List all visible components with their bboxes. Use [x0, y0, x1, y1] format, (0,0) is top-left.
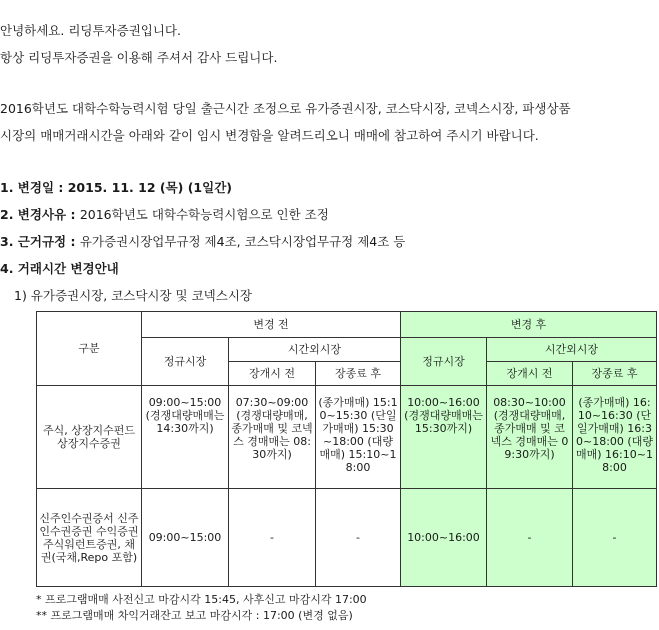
item-value: 2015. 11. 12 (목) (1일간) — [67, 180, 232, 195]
header-after-postclose: 장종료 후 — [573, 362, 657, 386]
item-value: 유가증권시장업무규정 제4조, 코스닥시장업무규정 제4조 등 — [79, 234, 406, 249]
item-label: 3. 근거규정 : — [0, 234, 80, 249]
header-before-change: 변경 전 — [142, 312, 401, 338]
item-label: 2. 변경사유 : — [0, 207, 80, 222]
intro-line-2: 시장의 매매거래시간을 아래와 같이 임시 변경함을 알려드리오니 매매에 참고하여 주시기 바랍니다. — [0, 128, 539, 143]
header-division: 구분 — [37, 312, 142, 386]
header-after-offhours: 시간외시장 — [487, 338, 657, 362]
item-regulation — [0, 232, 405, 250]
row-stocks-after-preopen: 08:30~10:00 (경쟁대량매매,종가매매 및 코넥스 경매매는 09:30까지) — [487, 386, 573, 489]
row-stocks-label: 주식, 상장지수펀드 상장지수증권 — [37, 386, 142, 489]
row-securities-before-regular: 09:00~15:00 — [142, 489, 229, 587]
header-after-preopen: 장개시 전 — [487, 362, 573, 386]
footnote-program-trading: * 프로그램매매 사전신고 마감시각 15:45, 사후신고 마감시각 17:00 — [36, 593, 367, 606]
row-securities-before-preopen: - — [229, 489, 316, 587]
header-before-offhours: 시간외시장 — [229, 338, 401, 362]
thanks-text: 항상 리딩투자증권을 이용해 주셔서 감사 드립니다. — [0, 50, 278, 65]
header-before-regular: 정규시장 — [142, 338, 229, 386]
header-before-postclose: 장종료 후 — [316, 362, 401, 386]
header-after-change: 변경 후 — [401, 312, 657, 338]
row-securities-after-preopen: - — [487, 489, 573, 587]
greeting-text: 안녕하세요. 리딩투자증권입니다. — [0, 23, 181, 38]
item-trading-hours: 4. 거래시간 변경안내 — [0, 261, 119, 276]
intro-line-1: 2016학년도 대학수학능력시험 당일 출근시간 조정으로 유가증권시장, 코스닥시장, 코넥스시장, 파생상품 — [0, 101, 571, 116]
item-value: 2016학년도 대학수학능력시험으로 인한 조정 — [79, 207, 329, 222]
row-stocks-before-regular: 09:00~15:00 (경쟁대량매매는 14:30까지) — [142, 386, 229, 489]
item-label: 1. 변경일 : — [0, 180, 68, 195]
row-securities-label: 신주인수권증서 신주인수권증권 수익증권 주식워런트증권, 채권(국채,Repo 포함) — [37, 489, 142, 587]
row-stocks-after-regular: 10:00~16:00 (경쟁대량매매는 15:30까지) — [401, 386, 487, 489]
item-change-date — [0, 178, 232, 196]
row-securities-after-postclose: - — [573, 489, 657, 587]
header-after-regular: 정규시장 — [401, 338, 487, 386]
row-stocks-before-postclose: (종가매매) 15:10~15:30 (단일가매매) 15:30~18:00 (대량매매) 15:10~18:00 — [316, 386, 401, 489]
header-before-preopen: 장개시 전 — [229, 362, 316, 386]
trading-hours-table — [36, 311, 657, 587]
row-stocks-before-preopen: 07:30~09:00 (경쟁대량매매,종가매매 및 코넥스 경매매는 08:30까지) — [229, 386, 316, 489]
row-stocks-after-postclose: (종가매매) 16:10~16:30 (단일가매매) 16:30~18:00 (대량매매) 16:10~18:00 — [573, 386, 657, 489]
footnote-arbitrage-report: ** 프로그램매매 차익거래잔고 보고 마감시각 : 17:00 (변경 없음) — [36, 609, 353, 622]
row-securities-before-postclose: - — [316, 489, 401, 587]
row-securities-after-regular: 10:00~16:00 — [401, 489, 487, 587]
market-subheading: 1) 유가증권시장, 코스닥시장 및 코넥스시장 — [14, 288, 252, 303]
item-change-reason — [0, 205, 329, 223]
